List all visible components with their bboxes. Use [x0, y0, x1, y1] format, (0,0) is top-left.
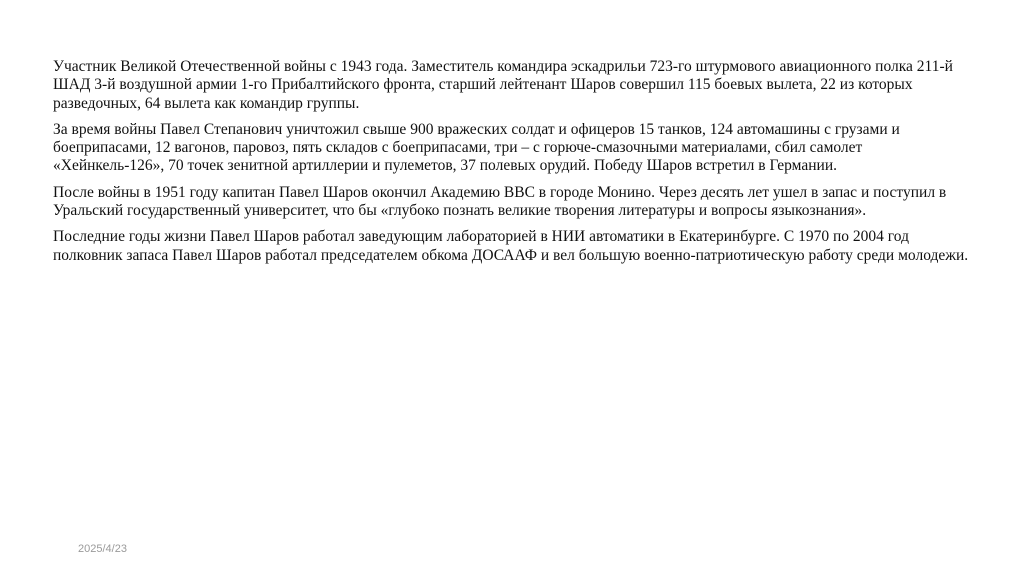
slide-body-text	[53, 58, 973, 273]
slide-date: 2025/4/23	[78, 543, 127, 555]
paragraph-3: После войны в 1951 году капитан Павел Шаров окончил Академию ВВС в городе Монино. Через десять лет ушел в запас и поступил в Уральский государственный университет, что бы «глубоко познать великие творения литературы и вопросы языкознания».	[53, 183, 947, 220]
paragraph-1: Участник Великой Отечественной войны с 1943 года. Заместитель командира эскадрильи 723-го штурмового авиационного полка 211-й ШАД 3-й воздушной армии 1-го Прибалтийского фронта, старший лейтенант Шаров совершил 115 боевых вылета, 22 из которых разведочных, 64 вылета как командир группы.	[53, 58, 953, 112]
paragraph-4: Последние годы жизни Павел Шаров работал заведующим лабораторией в НИИ автоматики в Екатеринбурге. С 1970 по 2004 год полковник запаса Павел Шаров работал председателем обкома ДОСААФ и вел большую военно-патриотическую работу среди молодежи.	[53, 228, 969, 264]
paragraph-2: За время войны Павел Степанович уничтожил свыше 900 вражеских солдат и офицеров 15 танков, 124 автомашины с грузами и боеприпасами, 12 вагонов, паровоз, пять складов с боеприпасами, три – с горюче-смазочными материалами, сбил самолет «Хейнкель-126», 70 точек зенитной артиллерии и пулеметов, 37 полевых орудий. Победу Шаров встретил в Германии.	[53, 120, 900, 175]
